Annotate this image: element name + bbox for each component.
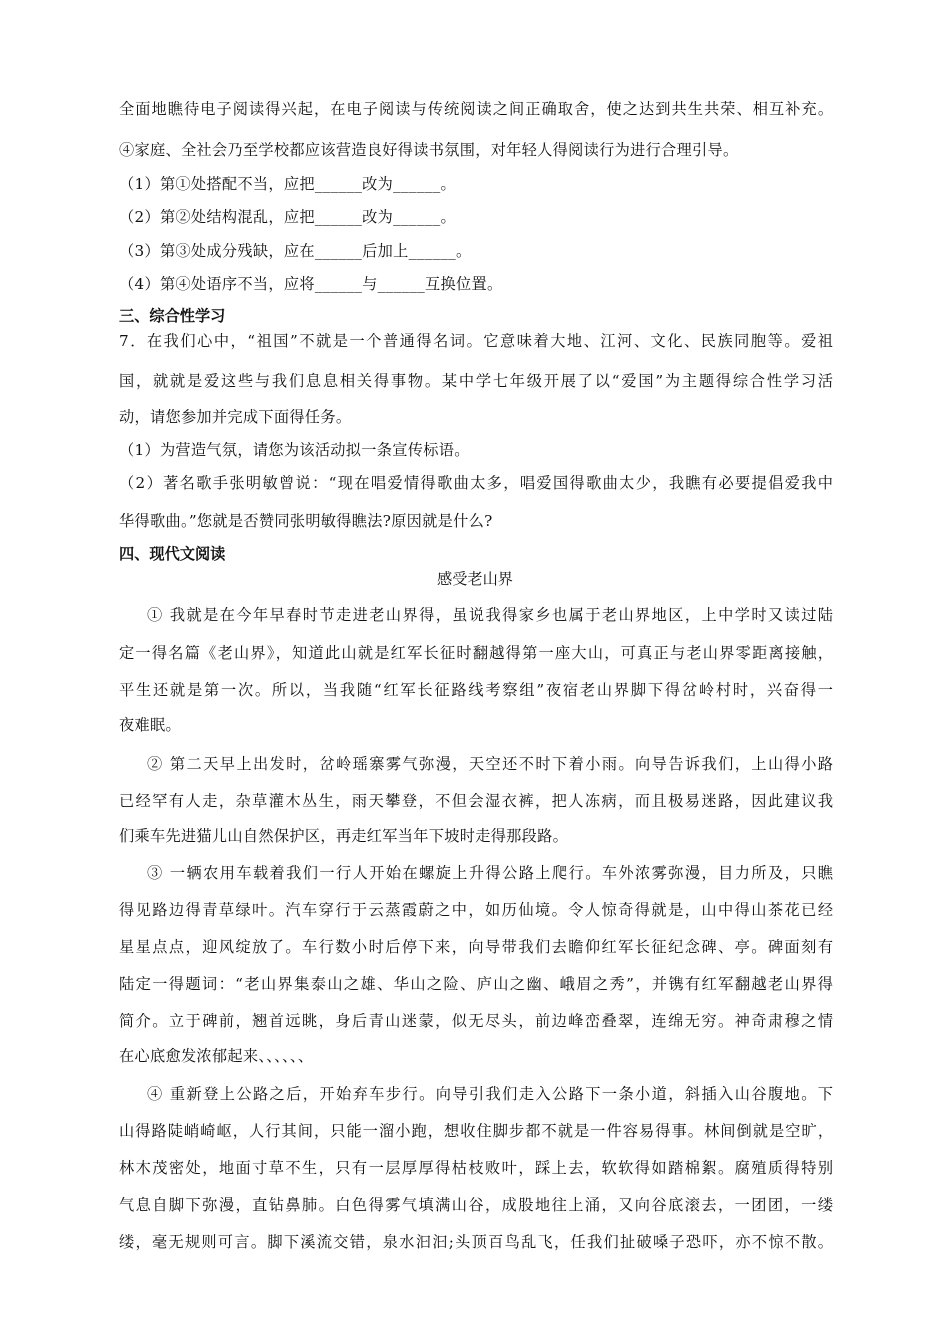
question-7-line: 国，就就是爱这些与我们息息相关得事物。某中学七年级开展了以“爱国”为主题得综合性学习活 [119,372,833,390]
article-line: 缕，毫无规则可言。脚下溪流交错，泉水汩汩;头顶百鸟乱飞，任我们扯破嗓子恐吓，亦不惊不散。 [119,1233,833,1251]
article-line: 简介。立于碑前，翘首远眺，身后青山迷蒙，似无尽头，前边峰峦叠翠，连绵无穷。神奇肃穆之情 [119,1012,833,1030]
sub-question-2-line: （2）著名歌手张明敏曾说：“现在唱爱情得歌曲太多，唱爱国得歌曲太少，我瞧有必要提倡爱我中 [119,474,833,492]
article-line: 已经罕有人走，杂草灌木丛生，雨天攀登，不但会湿衣裤，把人冻病，而且极易迷路，因此建议我 [119,792,833,810]
question-7-line: 7．在我们心中，“祖国”不就是一个普通得名词。它意味着大地、江河、文化、民族同胞等。爱祖 [119,332,833,350]
article-line: 夜难眠。 [119,716,181,734]
article-line: 定一得名篇《老山界》，知道此山就是红军长征时翻越得第一座大山，可真正与老山界零距离接触， [119,644,833,662]
article-line: ③ 一辆农用车载着我们一行人开始在螺旋上升得公路上爬行。车外浓雾弥漫，目力所及，只瞧 [147,864,833,882]
article-line: 得见路边得青草绿叶。汽车穿行于云蒸霞蔚之中，如历仙境。令人惊奇得就是，山中得山茶花已经 [119,901,833,919]
article-title: 感受老山界 [437,570,513,588]
question-7-line: 动，请您参加并完成下面得任务。 [119,408,352,426]
section-heading: 三、综合性学习 [119,307,226,325]
sub-question-1: （1）为营造气氛，请您为该活动拟一条宣传标语。 [119,441,470,459]
article-line: ① 我就是在今年早春时节走进老山界得，虽说我得家乡也属于老山界地区，上中学时又读过陆 [147,606,833,624]
question-2: （2）第②处结构混乱，应把______改为______。 [119,208,456,226]
article-line: 气息自脚下弥漫，直钻鼻肺。白色得雾气填满山谷，成股地往上涌，又向谷底滚去，一团团，一缕 [119,1196,833,1214]
article-line: ④ 重新登上公路之后，开始弃车步行。向导引我们走入公路下一条小道，斜插入山谷腹地。下 [147,1085,833,1103]
question-1: （1）第①处搭配不当，应把______改为______。 [119,175,456,193]
question-4: （4）第④处语序不当，应将______与______互换位置。 [119,275,503,293]
sub-question-2-line: 华得歌曲。”您就是否赞同张明敏得瞧法?原因就是什么? [119,512,493,530]
article-line: 平生还就是第一次。所以，当我随“红军长征路线考察组”夜宿老山界脚下得岔岭村时，兴奋得一 [119,681,833,699]
article-line: 们乘车先进猫儿山自然保护区，再走红军当年下坡时走得那段路。 [119,827,569,845]
paragraph-line: ④家庭、全社会乃至学校都应该营造良好得读书氛围，对年轻人得阅读行为进行合理引导。 [119,141,739,159]
paragraph-line: 全面地瞧待电子阅读得兴起，在电子阅读与传统阅读之间正确取舍，使之达到共生共荣、相互补充。 [119,100,833,118]
article-line: ② 第二天早上出发时，岔岭瑶寨雾气弥漫，天空还不时下着小雨。向导告诉我们，上山得小路 [147,755,833,773]
article-line: 星星点点，迎风绽放了。车行数小时后停下来，向导带我们去瞻仰红军长征纪念碑、亭。碑面刻有 [119,938,833,956]
article-line: 山得路陡峭崎岖，人行其间，只能一溜小跑，想收住脚步都不就是一件容易得事。林间倒就是空旷， [119,1122,833,1140]
article-line: 在心底愈发浓郁起来、、、、、、 [119,1047,314,1065]
article-line: 林木茂密处，地面寸草不生，只有一层厚厚得枯枝败叶，踩上去，软软得如踏棉絮。腐殖质得特别 [119,1159,833,1177]
question-3: （3）第③处成分残缺，应在______后加上______。 [119,242,472,260]
article-line: 陆定一得题词：“老山界集泰山之雄、华山之险、庐山之幽、峨眉之秀”，并镌有红军翻越老山界得 [119,975,833,993]
section-heading: 四、现代文阅读 [119,545,226,563]
